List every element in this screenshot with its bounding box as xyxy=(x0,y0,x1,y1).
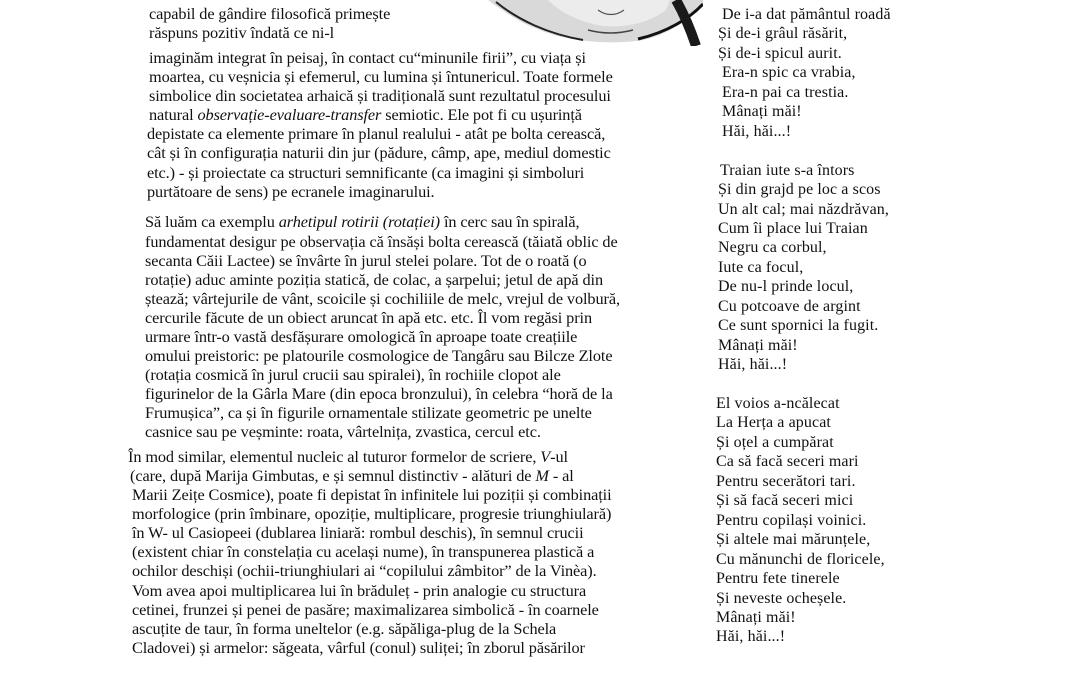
article-line: ștează; vârtejurile de vânt, scoicile și cochiliile de melc, vrejul de volbură, xyxy=(145,289,620,308)
article-line: purtătoare de sens) pe ecranele imaginarului. xyxy=(147,182,435,201)
poem-line: Era-n pai ca trestia. xyxy=(722,83,849,101)
poem-line: Hăi, hăi...! xyxy=(718,356,788,374)
poem-line: Traian iute s-a întors xyxy=(720,161,855,179)
article-line: depistate ca elemente primare în planul realului - atât pe bolta cerească, xyxy=(147,124,606,143)
poem-line: De i-a dat pământul roadă xyxy=(722,6,891,23)
article-line: Frumușica”, ca și în figurile ornamentale stilizate geometric pe unelte xyxy=(145,403,592,422)
article-line: cetinei, frunzei și penei de pasăre; maximalizarea simbolică - în coarnele xyxy=(132,600,599,619)
emphasis: arhetipul rotirii (rotației) xyxy=(278,212,440,231)
article-line: natural observație-evaluare-transfer semiotic. Ele pot fi cu ușurință xyxy=(149,105,582,124)
article-line: moartea, cu veșnicia și efemerul, cu lumina și întunericul. Toate formele xyxy=(149,67,613,86)
poem-line: Cu potcoave de argint xyxy=(718,297,861,315)
poem-line: Și altele mai mărunțele, xyxy=(716,531,871,549)
article-line: secanta Căii Lactee) se învârte în jurul stelei polare. Tot de o roată (o xyxy=(145,251,587,270)
poem-line: Și să facă seceri mici xyxy=(716,492,854,510)
poem-line: Și oțel a cumpărat xyxy=(716,433,834,451)
poem-line: Mânați măi! xyxy=(718,336,798,354)
poem-line: La Herța a apucat xyxy=(716,414,831,432)
article-line: morfologice (prin îmbinare, opoziție, multiplicare, progresie triunghiulară) xyxy=(132,504,612,523)
article-line: Vom avea apoi multiplicarea lui în brăduleț - prin analogie cu structura xyxy=(132,581,587,600)
emphasis: M xyxy=(535,466,549,485)
poem-line: Cum îi place lui Traian xyxy=(718,219,868,237)
article-line: simbolice din societatea arhaică și tradițională sunt rezultatul procesului xyxy=(149,86,611,105)
article-line: În mod similar, elementul nucleic al tuturor formelor de scriere, V-ul xyxy=(128,447,568,466)
article-line: rotație) aduc aminte poziția statică, de colac, a șarpelui; jetul de apă din xyxy=(145,270,604,289)
emphasis: V xyxy=(540,447,551,466)
poem-line: Și neveste ocheșele. xyxy=(716,589,847,607)
article-line: cercurile făcute de un obiect aruncat în apă etc. etc. Îl vom regăsi prin xyxy=(145,308,592,327)
article-line: casnice sau pe veșminte: roata, vârtelnița, zvastica, cercul etc. xyxy=(145,422,541,441)
poem-line: Un alt cal; mai năzdrăvan, xyxy=(718,200,889,218)
article-line: omului preistoric: pe platourile cosmologice de Tangâru sau Bilcze Zlote xyxy=(145,346,613,365)
poem-line: De nu-l prinde locul, xyxy=(718,278,854,296)
poem-line: Negru ca corbul, xyxy=(718,239,827,257)
poem-line: Și de-i grâul răsărit, xyxy=(718,25,848,43)
poem-line: Și de-i spicul aurit. xyxy=(718,44,842,62)
poem-line: Pentru copilași voinici. xyxy=(716,511,867,529)
poem-line: Era-n spic ca vrabia, xyxy=(722,64,856,82)
article-line: (care, după Marija Gimbutas, e și semnul distinctiv - alături de M - al xyxy=(130,466,574,485)
article-line: capabil de gândire filosofică primește xyxy=(149,4,391,23)
poem-line: Mânați măi! xyxy=(716,608,796,626)
poem-line: Cu mănunchi de floricele, xyxy=(716,550,885,568)
article-line: Cladovei) și armelor: săgeata, vârful (conul) suliței; în zborul păsărilor xyxy=(132,638,585,657)
article-line: etc.) - și proiectate ca structuri semnificante (ca imagini și simboluri xyxy=(147,163,585,182)
article-line: răspuns pozitiv îndată ce ni-l xyxy=(149,23,335,42)
emphasis: observație-evaluare-transfer xyxy=(197,105,382,124)
poem-line: Hăi, hăi...! xyxy=(716,628,786,646)
poem-line: Iute ca focul, xyxy=(718,258,804,276)
article-line: ochilor deschiși (ochii-triunghiulari ai “copilului zâmbitor” de la Vinèa). xyxy=(132,561,597,580)
article-line: imaginăm integrat în peisaj, în contact cu“minunile firii”, cu viața și xyxy=(149,48,586,67)
poem-text xyxy=(712,0,1072,675)
poem-line: Mânați măi! xyxy=(722,103,802,121)
article-line: în W- ul Casiopeei (dublarea liniară: rombul deschis), în semnul crucii xyxy=(132,523,584,542)
article-line: Să luăm ca exemplu arhetipul rotirii (rotației) în cerc sau în spirală, xyxy=(145,212,580,231)
poem-line: Și din grajd pe loc a scos xyxy=(718,181,881,199)
article-line: ascuțite de taur, în forma uneltelor (e.g. săpăliga-plug de la Schela xyxy=(132,619,557,638)
article-line: (existent chiar în constelația cu același nume), în transpunerea plastică a xyxy=(132,542,595,561)
article-line: figurinelor de la Gârla Mare (din epoca bronzului), în celebra “horă de la xyxy=(145,384,613,403)
poem-line: Hăi, hăi...! xyxy=(722,122,792,140)
poem-line: Pentru fete tinerele xyxy=(716,570,840,588)
poem-line: Pentru secerători tari. xyxy=(716,472,856,490)
article-line: fundamentat desigur pe observația că însăși bolta cerească (tăiată oblic de xyxy=(145,232,618,251)
poem-line: Ca să facă seceri mari xyxy=(716,453,859,471)
article-line: Marii Zeițe Cosmice), poate fi depistat în infinitele lui poziții și combinații xyxy=(132,485,612,504)
article-line: (rotația cosmică în jurul crucii sau spiralei), în rochiile clopot ale xyxy=(145,365,561,384)
poem-line: El voios a-ncălecat xyxy=(716,395,840,412)
poem-line: Ce sunt spornici la fugit. xyxy=(718,317,879,335)
article-line: cât și în configurația naturii din jur (pădure, câmp, ape, mediul domestic xyxy=(147,143,611,162)
article-line: urmare într-o vastă desfășurare omologică în aproape toate creațiile xyxy=(145,327,578,346)
